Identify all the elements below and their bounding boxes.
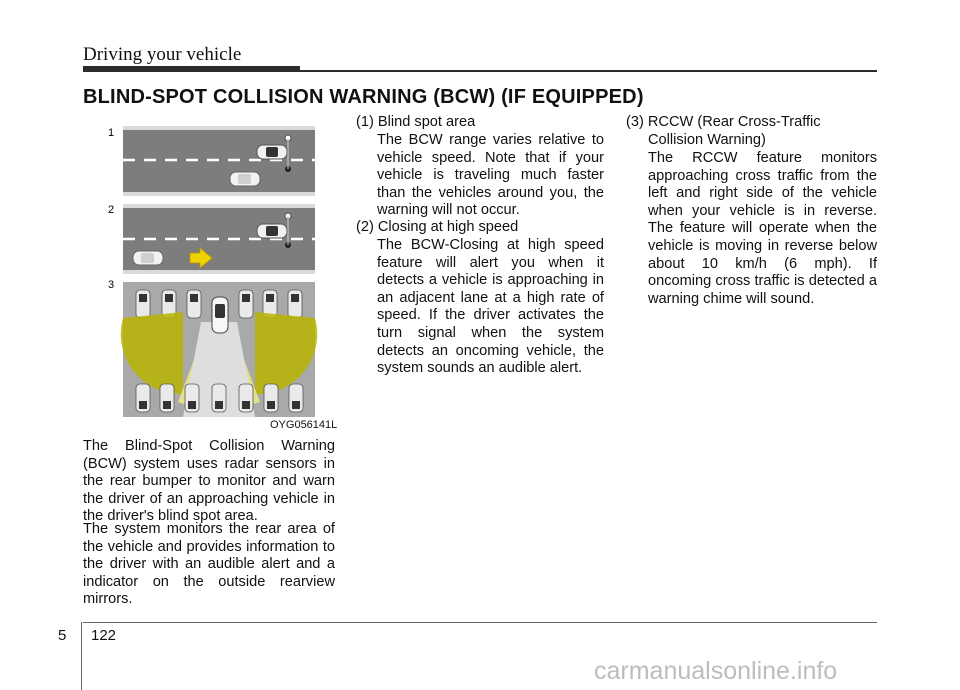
figure-label-2 [108,204,114,216]
footer-rule [83,622,877,623]
header-rule-thick [83,66,300,72]
footer-divider [81,622,82,690]
item-body-rccw: The RCCW feature monitors approaching cross traffic from the left and right side of the vehicle when your vehicle is in reverse. The feature will operate when the vehicle is moving in reverse below about 10 km/h (6 mph). If oncoming cross traffic is detected a warning chime will sound. [648,150,877,307]
item-title-blind-spot: (1) Blind spot area [356,114,476,130]
bcw-illustration [83,112,338,432]
item-title-closing-speed: (2) Closing at high speed [356,219,519,235]
figure-label-1 [108,127,114,139]
watermark: carmanualsonline.info [594,657,838,685]
item-body-blind-spot: The BCW range varies relative to vehicle speed. Note that if your vehicle is traveling much faster than the vehicles around you, the warning will not occur. [377,132,604,219]
page-title: BLIND-SPOT COLLISION WARNING (BCW) (IF EQUIPPED) [83,86,644,108]
car-icon-own [212,297,228,333]
figure-label-3 [108,279,114,291]
item-title-rccw: (3) RCCW (Rear Cross-Traffic Collision Warning) [626,114,821,148]
section-header: Driving your vehicle [83,44,242,65]
chapter-number: 5 [58,627,67,644]
header-rule-thin [300,70,877,72]
car-icon-approaching [133,251,163,265]
svg-text:3: 3 [108,279,115,291]
svg-text:2: 2 [108,204,115,216]
item-body-closing-speed: The BCW-Closing at high speed feature will alert you when it detects a vehicle is approaching in an adjacent lane at a high rate of speed. If the driver activates the turn signal when the system detects an oncoming vehicle, the system sounds an audible alert. [377,237,604,377]
page-number: 122 [91,627,117,644]
car-icon-target [257,224,287,238]
intro-paragraph-2: The system monitors the rear area of the vehicle and provides information to the driver with an audible alert and a indicator on the outside rearview mirrors. [83,521,335,608]
intro-paragraph-1: The Blind-Spot Collision Warning (BCW) system uses radar sensors in the rear bumper to monitor and warn the driver of an approaching vehicle in the driver's blind spot area. [83,438,335,525]
figure-code: OYG056141L [270,419,338,431]
car-icon-other [230,172,260,186]
car-icon-target [257,145,287,159]
svg-text:1: 1 [108,127,115,139]
